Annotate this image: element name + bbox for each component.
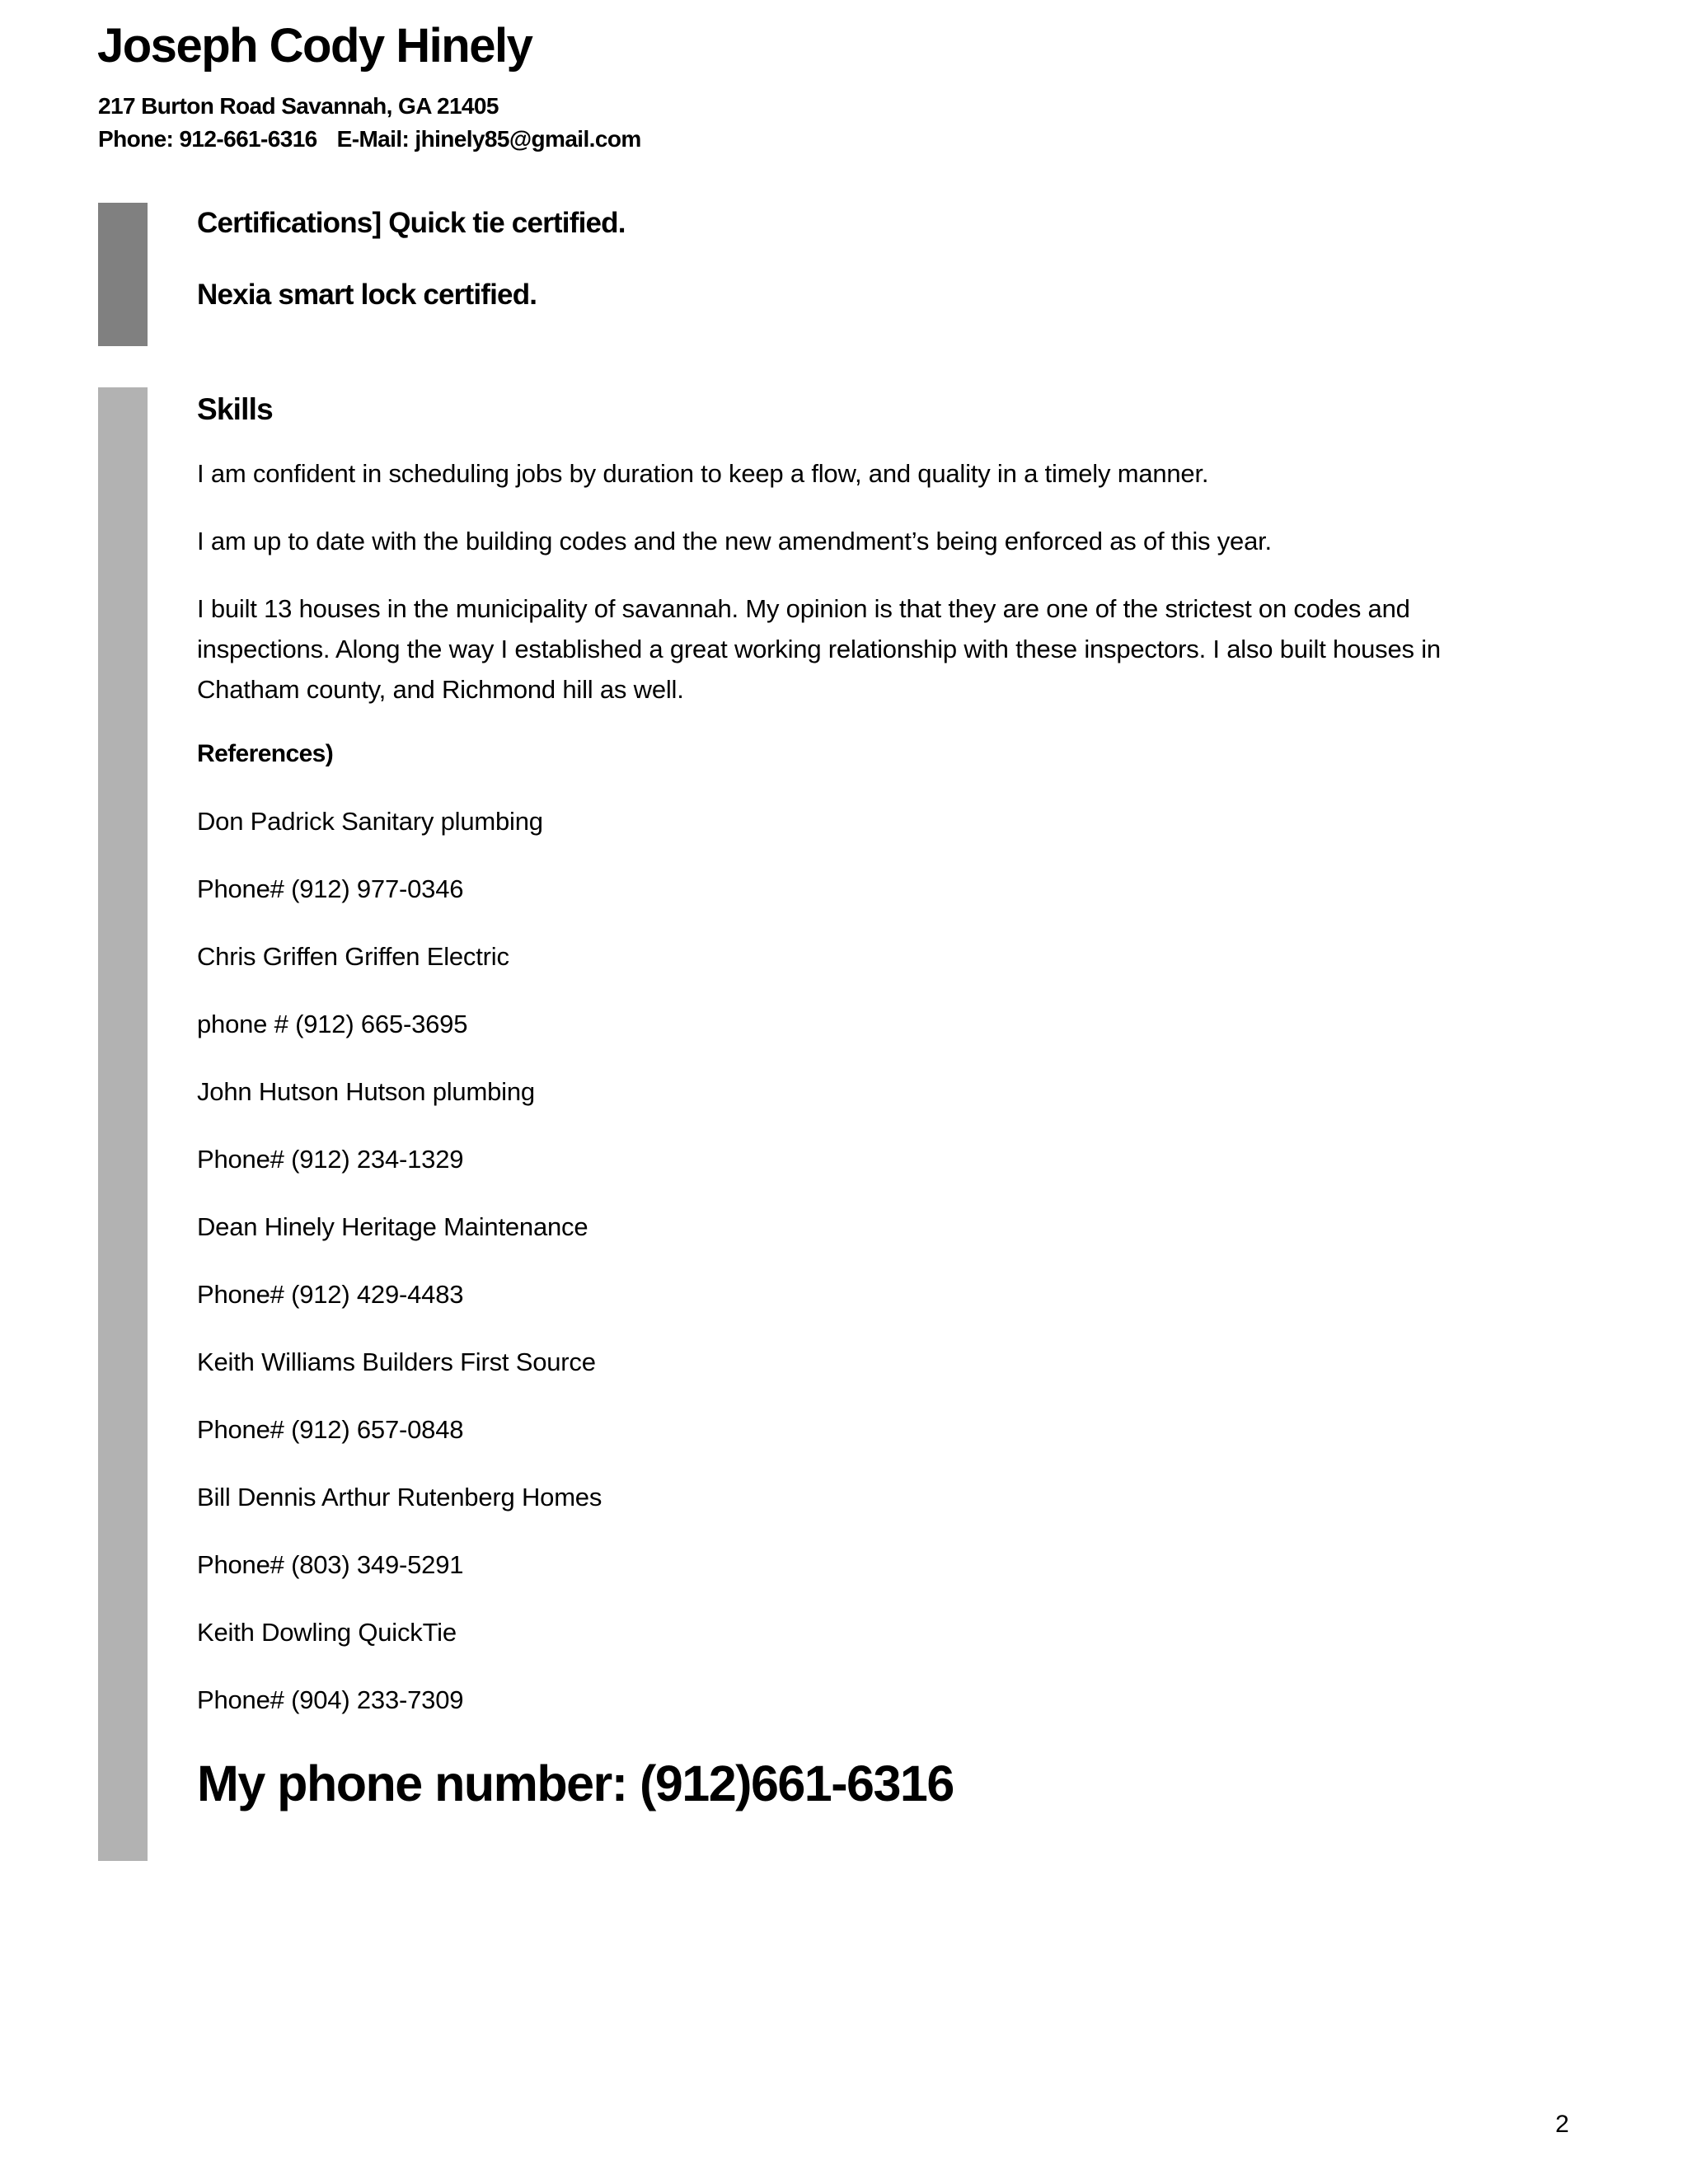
my-phone-number: My phone number: (912)661-6316 xyxy=(197,1755,954,1811)
reference-line: Phone# (904) 233-7309 xyxy=(197,1685,464,1714)
reference-line: Chris Griffen Griffen Electric xyxy=(197,942,509,971)
reference-line: Keith Williams Builders First Source xyxy=(197,1347,596,1376)
phone: Phone: 912-661-6316 xyxy=(98,126,317,152)
skills-heading: Skills xyxy=(197,392,273,426)
reference-line: Bill Dennis Arthur Rutenberg Homes xyxy=(197,1483,603,1511)
references-heading: References) xyxy=(197,740,334,767)
reference-line: Phone# (912) 977-0346 xyxy=(197,874,464,903)
page-number: 2 xyxy=(1555,2111,1569,2138)
reference-line: Keith Dowling QuickTie xyxy=(197,1618,457,1647)
skill-paragraph: I am up to date with the building codes and the new amendment’s being enforced as of this year. xyxy=(197,527,1272,555)
reference-line: Don Padrick Sanitary plumbing xyxy=(197,807,543,836)
certifications-accent-bar xyxy=(98,203,148,346)
skill-paragraph: I built 13 houses in the municipality of savannah. My opinion is that they are one of the strictest on codes and inspections. Along the way I established a great working relationship with these inspectors. I also built houses in Chatham county, and Richmond hill as well. xyxy=(197,594,1441,704)
applicant-name: Joseph Cody Hinely xyxy=(97,19,532,73)
reference-line: Phone# (803) 349-5291 xyxy=(197,1550,464,1579)
reference-line: John Hutson Hutson plumbing xyxy=(197,1077,535,1106)
reference-line: Dean Hinely Heritage Maintenance xyxy=(197,1212,588,1241)
email: E-Mail: jhinely85@gmail.com xyxy=(336,126,641,152)
skill-paragraph: I am confident in scheduling jobs by duration to keep a flow, and quality in a timely manner. xyxy=(197,459,1209,488)
certification-item: Certifications] Quick tie certified. xyxy=(197,207,626,239)
contact-line xyxy=(98,124,641,154)
skills-accent-bar xyxy=(98,387,148,1861)
address: 217 Burton Road Savannah, GA 21405 xyxy=(98,93,499,119)
certification-item: Nexia smart lock certified. xyxy=(197,279,537,311)
reference-line: Phone# (912) 657-0848 xyxy=(197,1415,464,1444)
reference-line: Phone# (912) 234-1329 xyxy=(197,1145,464,1174)
reference-line: phone # (912) 665-3695 xyxy=(197,1010,468,1038)
reference-line: Phone# (912) 429-4483 xyxy=(197,1280,464,1309)
